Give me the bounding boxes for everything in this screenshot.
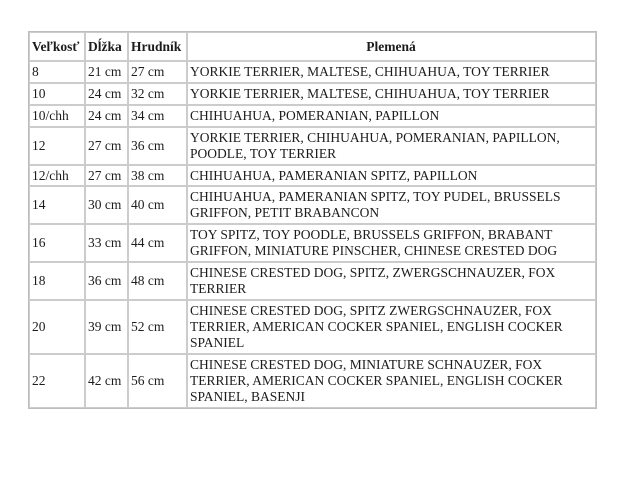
table-body	[29, 61, 596, 408]
size-cell: 10/chh	[29, 105, 85, 127]
chest-cell: 48 cm	[128, 262, 187, 300]
size-cell: 12/chh	[29, 165, 85, 187]
breeds-cell: CHINESE CRESTED DOG, SPITZ, ZWERGSCHNAUZER, FOX TERRIER	[187, 262, 596, 300]
length-cell: 27 cm	[85, 165, 128, 187]
size-cell: 10	[29, 83, 85, 105]
chest-cell: 34 cm	[128, 105, 187, 127]
length-cell: 30 cm	[85, 186, 128, 224]
length-cell: 42 cm	[85, 354, 128, 408]
chest-cell: 52 cm	[128, 300, 187, 354]
length-cell: 24 cm	[85, 105, 128, 127]
size-chart-container	[28, 31, 597, 409]
table-row	[29, 105, 596, 127]
breeds-cell: CHIHUAHUA, PAMERANIAN SPITZ, TOY PUDEL, BRUSSELS GRIFFON, PETIT BRABANCON	[187, 186, 596, 224]
table-row	[29, 165, 596, 187]
breeds-cell: TOY SPITZ, TOY POODLE, BRUSSELS GRIFFON, BRABANT GRIFFON, MINIATURE PINSCHER, CHINESE CRESTED DOG	[187, 224, 596, 262]
table-row	[29, 83, 596, 105]
chest-cell: 38 cm	[128, 165, 187, 187]
size-cell: 18	[29, 262, 85, 300]
col-header-chest: Hrudník	[128, 32, 187, 61]
length-cell: 39 cm	[85, 300, 128, 354]
chest-cell: 40 cm	[128, 186, 187, 224]
breeds-cell: YORKIE TERRIER, CHIHUAHUA, POMERANIAN, PAPILLON, POODLE, TOY TERRIER	[187, 127, 596, 165]
table-row	[29, 61, 596, 83]
breeds-cell: YORKIE TERRIER, MALTESE, CHIHUAHUA, TOY TERRIER	[187, 61, 596, 83]
col-header-size: Veľkosť	[29, 32, 85, 61]
col-header-breeds: Plemená	[187, 32, 596, 61]
table-row	[29, 354, 596, 408]
table-row	[29, 127, 596, 165]
breeds-cell: CHINESE CRESTED DOG, MINIATURE SCHNAUZER, FOX TERRIER, AMERICAN COCKER SPANIEL, ENGLISH COCKER SPANIEL, BASENJI	[187, 354, 596, 408]
breeds-cell: CHIHUAHUA, POMERANIAN, PAPILLON	[187, 105, 596, 127]
length-cell: 36 cm	[85, 262, 128, 300]
chest-cell: 32 cm	[128, 83, 187, 105]
breeds-cell: CHINESE CRESTED DOG, SPITZ ZWERGSCHNAUZER, FOX TERRIER, AMERICAN COCKER SPANIEL, ENGLISH COCKER SPANIEL	[187, 300, 596, 354]
length-cell: 24 cm	[85, 83, 128, 105]
chest-cell: 44 cm	[128, 224, 187, 262]
length-cell: 21 cm	[85, 61, 128, 83]
size-chart-table	[28, 31, 597, 409]
chest-cell: 36 cm	[128, 127, 187, 165]
size-cell: 8	[29, 61, 85, 83]
size-cell: 20	[29, 300, 85, 354]
table-row	[29, 224, 596, 262]
size-cell: 14	[29, 186, 85, 224]
breeds-cell: CHIHUAHUA, PAMERANIAN SPITZ, PAPILLON	[187, 165, 596, 187]
header-row	[29, 32, 596, 61]
chest-cell: 27 cm	[128, 61, 187, 83]
size-cell: 16	[29, 224, 85, 262]
length-cell: 27 cm	[85, 127, 128, 165]
table-row	[29, 300, 596, 354]
table-row	[29, 186, 596, 224]
breeds-cell: YORKIE TERRIER, MALTESE, CHIHUAHUA, TOY TERRIER	[187, 83, 596, 105]
length-cell: 33 cm	[85, 224, 128, 262]
col-header-length: Dĺžka	[85, 32, 128, 61]
chest-cell: 56 cm	[128, 354, 187, 408]
table-row	[29, 262, 596, 300]
size-cell: 22	[29, 354, 85, 408]
size-cell: 12	[29, 127, 85, 165]
